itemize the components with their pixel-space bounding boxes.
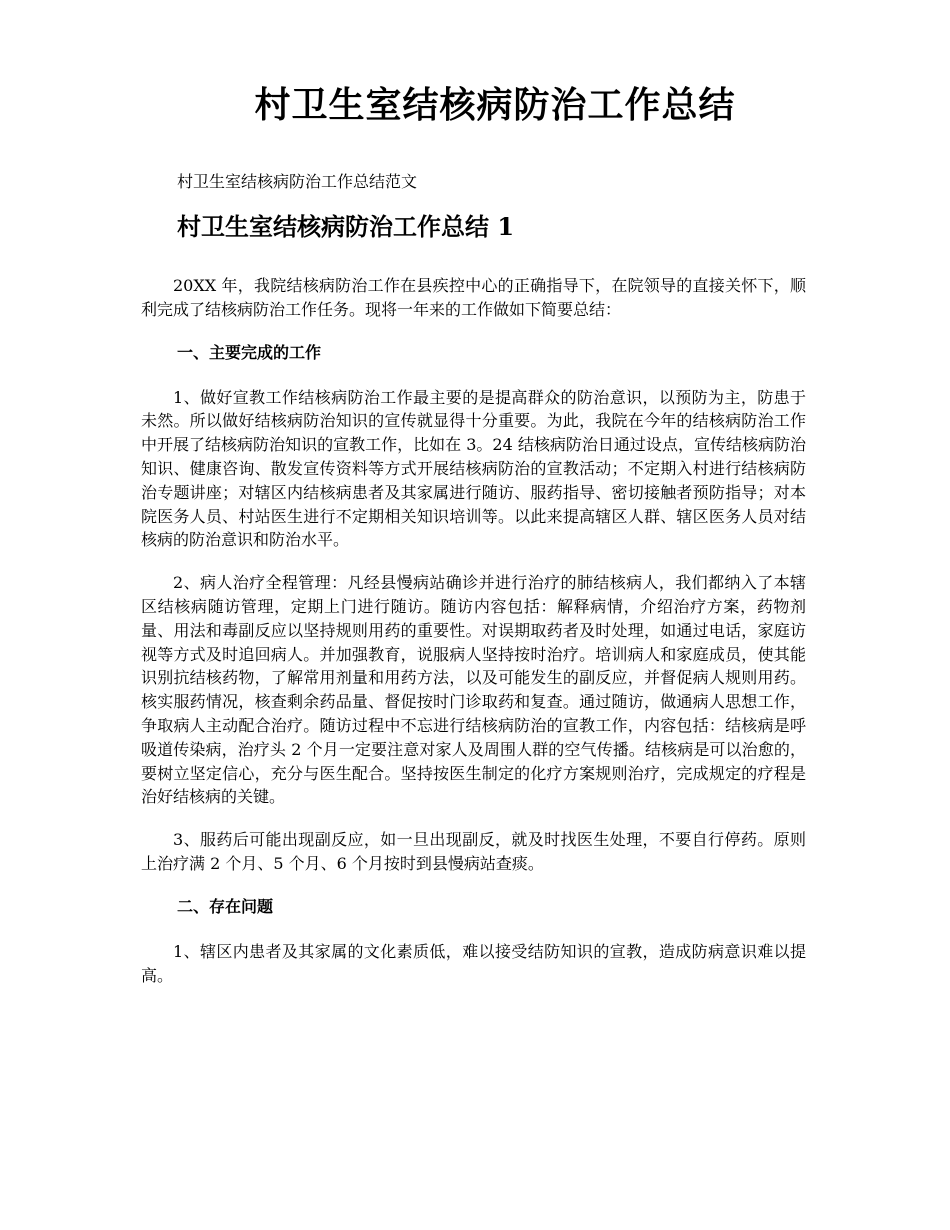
document-body [141,274,806,1006]
section-heading: 村卫生室结核病防治工作总结 1 [177,212,515,241]
part2-heading: 二、存在问题 [177,896,274,916]
document-subtitle: 村卫生室结核病防治工作总结范文 [177,172,418,191]
part2-item-1: 1、辖区内患者及其家属的文化素质低，难以接受结防知识的宣教，造成防病意识难以提高。 [141,941,806,985]
document-title: 村卫生室结核病防治工作总结 [254,84,736,126]
part1-heading: 一、主要完成的工作 [177,342,322,362]
part1-item-3: 3、服药后可能出现副反应，如一旦出现副反，就及时找医生处理，不要自行停药。原则上治疗满 2 个月、5 个月、6 个月按时到县慢病站查痰。 [141,830,806,873]
intro-paragraph: 20XX 年，我院结核病防治工作在县疾控中心的正确指导下，在院领导的直接关怀下，顺利完成了结核病防治工作任务。现将一年来的工作做如下简要总结： [141,276,806,319]
part1-item-1: 1、做好宣教工作结核病防治工作最主要的是提高群众的防治意识，以预防为主，防患于未然。所以做好结核病防治知识的宣传就显得十分重要。为此，我院在今年的结核病防治工作中开展了结核病防治知识的宣教工作，比如在 3。24 结核病防治日通过设点，宣传结核病防治知识、健康咨询、散发宣传资料等方式开展结核病防治的宣教活动；不定期入村进行结核病防治专题讲座；对辖区内结核病患者及其家属进行随访、服药指导、密切接触者预防指导；对本院医务人员、村站医生进行不定期相关知识培训等。以此来提高辖区人群、辖区医务人员对结核病的防治意识和防治水平。 [141,387,806,550]
part1-item-2: 2、病人治疗全程管理：凡经县慢病站确诊并进行治疗的肺结核病人，我们都纳入了本辖区结核病随访管理，定期上门进行随访。随访内容包括：解释病情，介绍治疗方案，药物剂量、用法和毒副反应以坚持规则用药的重要性。对误期取药者及时处理，如通过电话，家庭访视等方式及时追回病人。并加强教育，说服病人坚持按时治疗。培训病人和家庭成员，使其能识别抗结核药物，了解常用剂量和用药方法，以及可能发生的副反应，并督促病人规则用药。核实服药情况，核查剩余药品量、督促按时门诊取药和复查。通过随访，做通病人思想工作，争取病人主动配合治疗。随访过程中不忘进行结核病防治的宣教工作，内容包括：结核病是呼吸道传染病，治疗头 2 个月一定要注意对家人及周围人群的空气传播。结核病是可以治愈的，要树立坚定信心，充分与医生配合。坚持按医生制定的化疗方案规则治疗，完成规定的疗程是治好结核病的关键。 [141,573,806,807]
